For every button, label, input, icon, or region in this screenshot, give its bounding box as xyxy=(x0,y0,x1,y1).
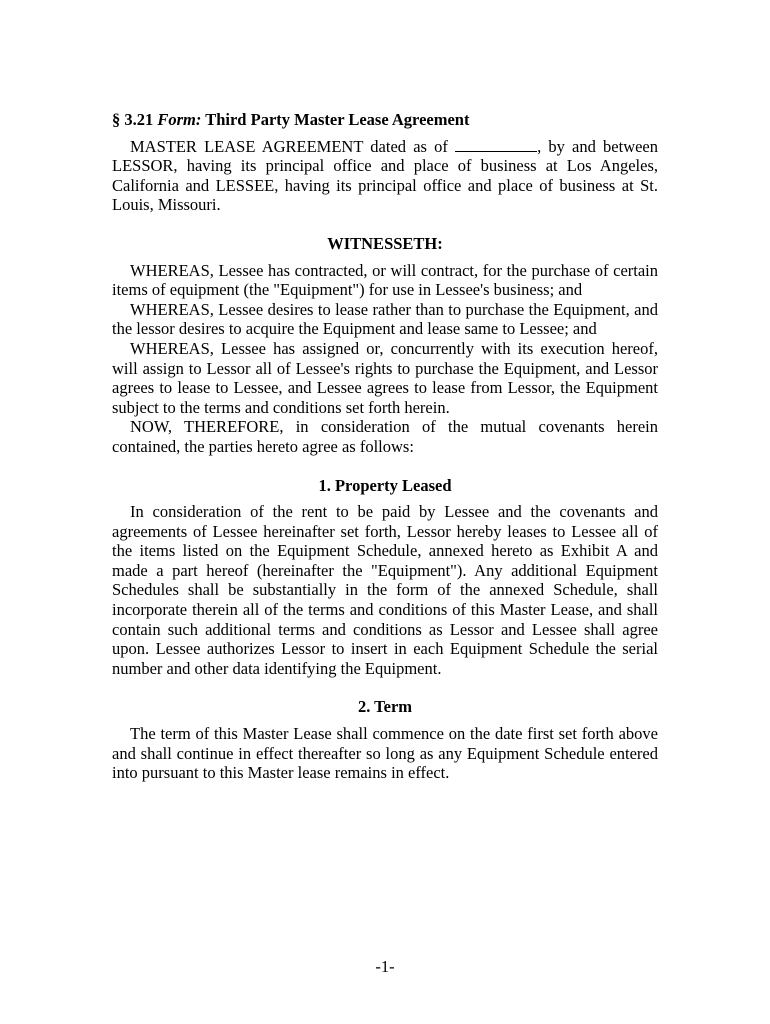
intro-text-end: , by and between LESSOR, having its principal office and place of business at Los Angeles, California and LESSEE, having its principal office and place of business at St. Louis, Missouri. xyxy=(112,136,659,215)
section-heading-property-leased: 1. Property Leased xyxy=(318,475,452,495)
witnesseth-heading: WITNESSETH: xyxy=(327,233,443,253)
section-number: § 3.21 xyxy=(112,110,154,129)
document-title xyxy=(112,110,658,130)
document-page xyxy=(112,110,658,783)
whereas-paragraph-2: WHEREAS, Lessee desires to lease rather than to purchase the Equipment, and the lessor desires to acquire the Equipment and lease same to Lessee; and xyxy=(112,299,658,339)
intro-text-start: MASTER LEASE AGREEMENT dated as of xyxy=(130,136,448,156)
intro-paragraph xyxy=(112,137,658,215)
form-label: Form: xyxy=(157,110,202,129)
whereas-paragraph-3: WHEREAS, Lessee has assigned or, concurrently with its execution hereof, will assign to Lessor all of Lessee's rights to purchase the Equipment, and Lessor agrees to lease to Lessee, and Lessee agrees to lease from Lessor, the Equipment subject to the terms and conditions set forth herein. xyxy=(112,338,658,417)
section-heading-term: 2. Term xyxy=(357,697,413,717)
section-body-term: The term of this Master Lease shall commence on the date first set forth above and shall continue in effect thereafter so long as any Equipment Schedule entered into pursuant to this Master lease remains in effect. xyxy=(112,724,658,783)
whereas-paragraph-1: WHEREAS, Lessee has contracted, or will contract, for the purchase of certain items of equipment (the "Equipment") for use in Lessee's business; and xyxy=(112,260,658,300)
page-number: -1- xyxy=(375,957,395,976)
section-body-property-leased: In consideration of the rent to be paid by Lessee and the covenants and agreements of Lessee hereinafter set forth, Lessor hereby leases to Lessee all of the items listed on the Equipment Schedule, annexed hereto as Exhibit A and made a part hereof (hereinafter the "Equipment"). Any additional Equipment Schedules shall be substantially in the form of the annexed Schedule, shall incorporate therein all of the terms and conditions of this Master Lease, and shall contain such additional terms and conditions as Lessor and Lessee shall agree upon. Lessee authorizes Lessor to insert in each Equipment Schedule the serial number and other data identifying the Equipment. xyxy=(112,502,658,678)
now-therefore-paragraph: NOW, THEREFORE, in consideration of the mutual covenants herein contained, the parties hereto agree as follows: xyxy=(112,417,658,456)
title-text: Third Party Master Lease Agreement xyxy=(205,110,470,129)
date-blank-line xyxy=(455,137,537,152)
